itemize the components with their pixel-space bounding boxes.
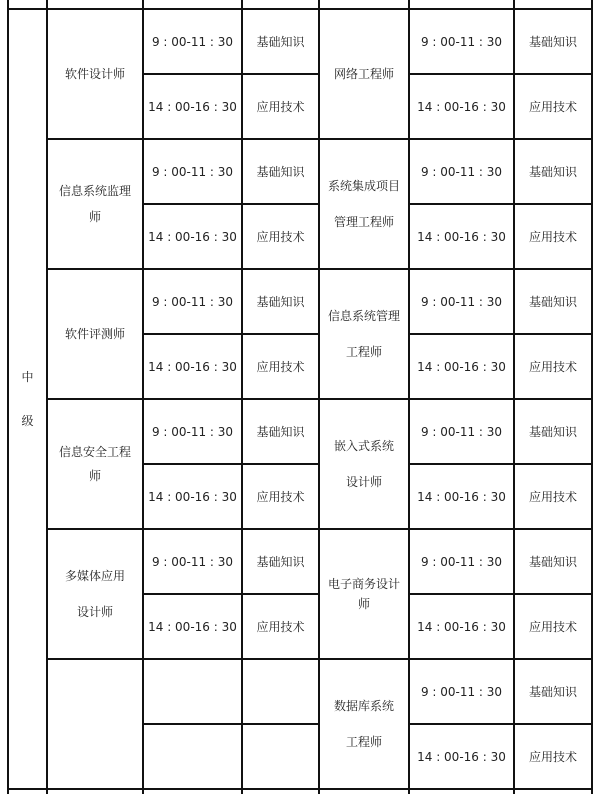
morning-time-cell: 9 : 00-11 : 30 [420,34,503,49]
morning-subject-cell: 基础知识 [528,554,577,569]
exam-name-line: 工程师 [345,735,382,749]
grid-line [7,788,593,790]
exam-name-line: 管理工程师 [333,215,394,229]
afternoon-subject-cell: 应用技术 [256,359,305,374]
morning-subject-cell: 基础知识 [256,554,305,569]
morning-time-cell: 9 : 00-11 : 30 [420,684,503,699]
exam-name-line: 工程师 [345,345,382,359]
morning-time-cell: 9 : 00-11 : 30 [420,164,503,179]
afternoon-subject-cell: 应用技术 [528,749,577,764]
exam-name-line: 软件评测师 [64,327,125,341]
afternoon-subject-cell: 应用技术 [256,229,305,244]
morning-subject-cell: 基础知识 [256,294,305,309]
afternoon-subject-cell: 应用技术 [528,619,577,634]
exam-name-line: 嵌入式系统 [333,439,394,453]
exam-name-line: 信息系统监理 [58,184,131,198]
morning-time-cell: 9 : 00-11 : 30 [151,424,234,439]
exam-name-line: 系统集成项目 [327,179,400,193]
afternoon-time-cell: 14 : 00-16 : 30 [148,99,237,114]
morning-subject-cell: 基础知识 [528,34,577,49]
morning-time-cell: 9 : 00-11 : 30 [420,424,503,439]
right-exam-name [320,400,408,528]
exam-name-line: 信息系统管理 [327,309,400,323]
afternoon-subject-cell: 应用技术 [528,359,577,374]
exam-name-line: 师 [88,469,101,483]
afternoon-time-cell: 14 : 00-16 : 30 [148,359,237,374]
left-exam-name [48,530,142,658]
right-exam-name [320,270,408,398]
afternoon-time-cell: 14 : 00-16 : 30 [417,619,506,634]
exam-name-line: 多媒体应用 [64,569,125,583]
exam-name-line: 网络工程师 [333,67,394,81]
afternoon-subject-cell: 应用技术 [528,229,577,244]
exam-name-line: 师 [88,210,101,224]
afternoon-time-cell: 14 : 00-16 : 30 [148,489,237,504]
morning-time-cell: 9 : 00-11 : 30 [151,164,234,179]
right-exam-name [320,140,408,268]
left-exam-name [48,10,142,138]
level-char: 中 [21,370,34,384]
right-exam-name [320,10,408,138]
afternoon-time-cell: 14 : 00-16 : 30 [148,619,237,634]
morning-time-cell: 9 : 00-11 : 30 [420,294,503,309]
afternoon-time-cell: 14 : 00-16 : 30 [417,229,506,244]
afternoon-subject-cell: 应用技术 [256,99,305,114]
exam-name-line: 信息安全工程 [58,445,131,459]
morning-subject-cell: 基础知识 [256,34,305,49]
afternoon-time-cell: 14 : 00-16 : 30 [417,489,506,504]
afternoon-time-cell: 14 : 00-16 : 30 [417,359,506,374]
morning-subject-cell: 基础知识 [256,164,305,179]
afternoon-subject-cell: 应用技术 [256,619,305,634]
morning-subject-cell: 基础知识 [528,684,577,699]
exam-name-line: 师 [357,597,370,611]
left-exam-name [48,270,142,398]
exam-name-line: 软件设计师 [64,67,125,81]
afternoon-time-cell: 14 : 00-16 : 30 [417,749,506,764]
morning-time-cell: 9 : 00-11 : 30 [151,34,234,49]
level-cell [9,10,46,788]
grid-line [591,0,593,794]
afternoon-time-cell: 14 : 00-16 : 30 [417,99,506,114]
exam-name-line: 数据库系统 [333,699,394,713]
right-exam-name [320,530,408,658]
morning-time-cell: 9 : 00-11 : 30 [151,554,234,569]
afternoon-subject-cell: 应用技术 [528,489,577,504]
exam-name-line: 设计师 [345,475,382,489]
right-exam-name [320,660,408,788]
morning-subject-cell: 基础知识 [528,164,577,179]
exam-name-line: 设计师 [76,605,113,619]
afternoon-subject-cell: 应用技术 [256,489,305,504]
morning-subject-cell: 基础知识 [256,424,305,439]
morning-time-cell: 9 : 00-11 : 30 [151,294,234,309]
exam-name-line: 电子商务设计 [327,577,400,591]
left-exam-name [48,400,142,528]
morning-subject-cell: 基础知识 [528,294,577,309]
afternoon-time-cell: 14 : 00-16 : 30 [148,229,237,244]
left-exam-name [48,140,142,268]
grid-line [142,723,320,725]
morning-time-cell: 9 : 00-11 : 30 [420,554,503,569]
afternoon-subject-cell: 应用技术 [528,99,577,114]
level-char: 级 [21,414,34,428]
morning-subject-cell: 基础知识 [528,424,577,439]
